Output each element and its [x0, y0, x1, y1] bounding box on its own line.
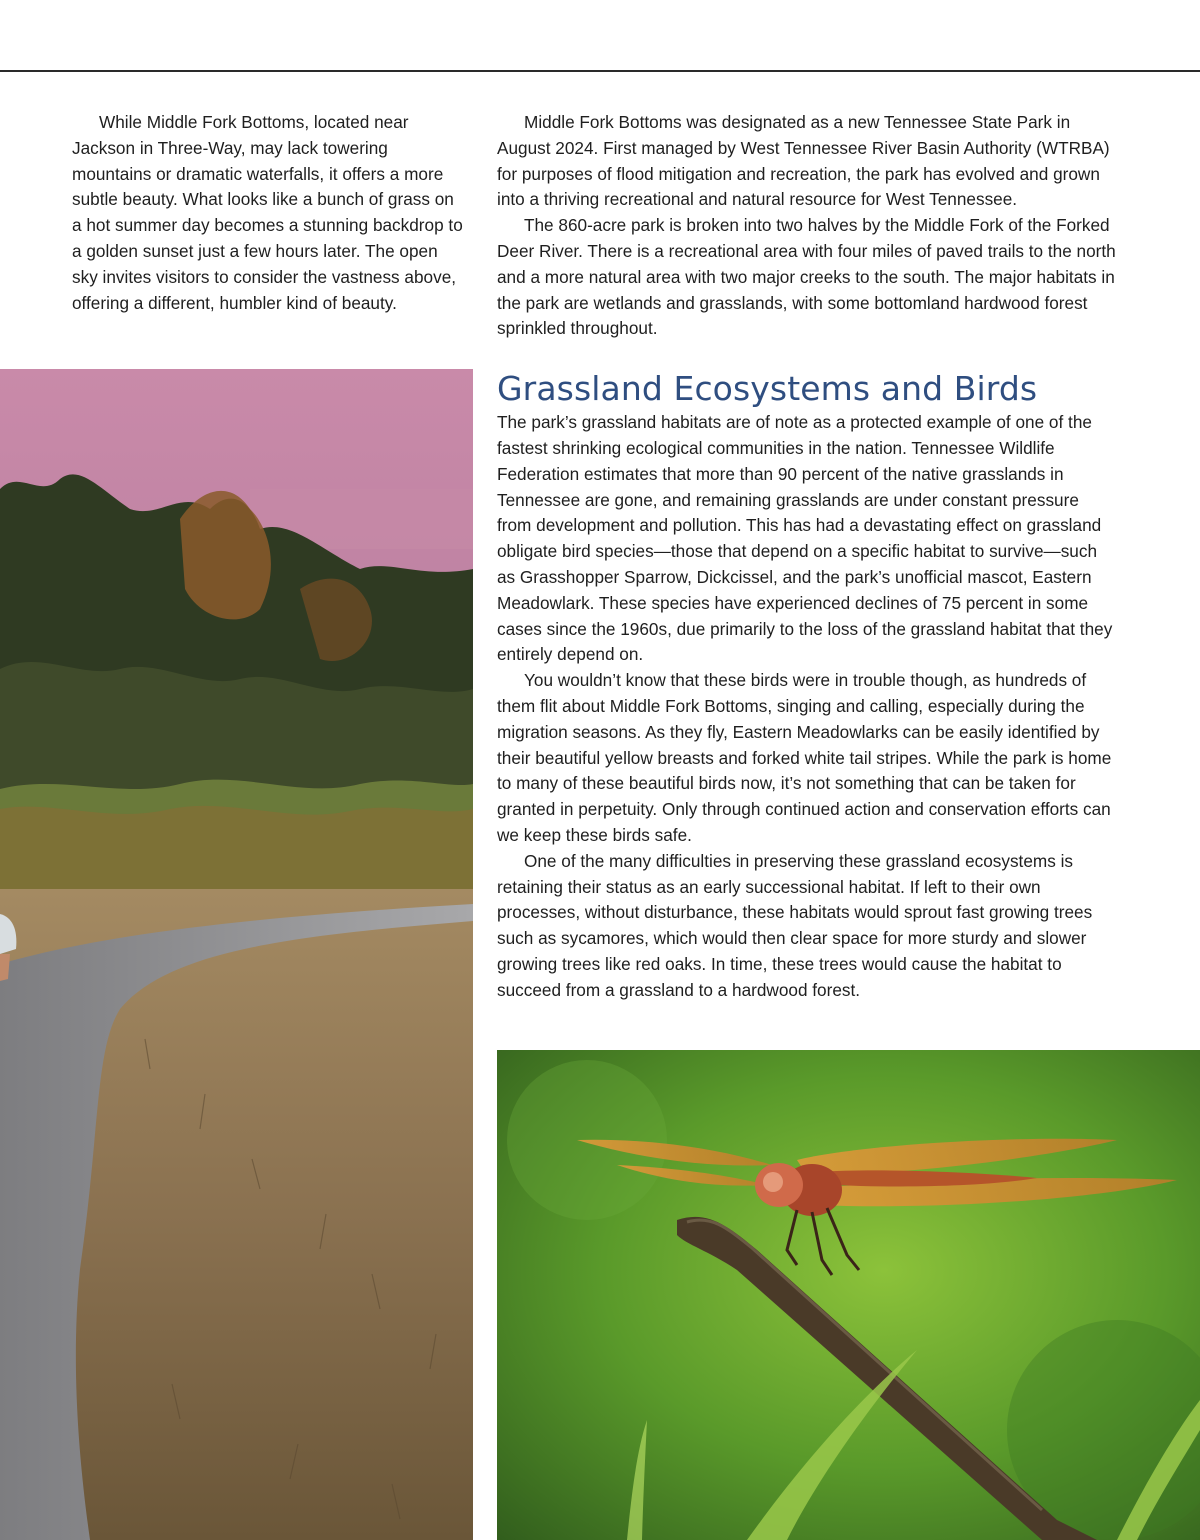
section-heading: Grassland Ecosystems and Birds	[497, 369, 1038, 409]
intro-paragraph-2: The 860-acre park is broken into two halves by the Middle Fork of the Forked Deer River. There is a recreational area with four miles of paved trails to the north and a more natural area with two major creeks to the south. The major habitats in the park are wetlands and grasslands, with some bottomland hardwood forest sprinkled throughout.	[497, 215, 1116, 339]
section-paragraph-3: One of the many difficulties in preserving these grassland ecosystems is retaining their status as an early successional habitat. If left to their own processes, without disturbance, these habitats would sprout fast growing trees such as sycamores, which would then clear space for more sturdy and slower growing trees like red oaks. In time, these trees would cause the habitat to succeed from a grassland to a hardwood forest.	[497, 850, 1093, 1000]
top-divider-rule	[0, 70, 1200, 72]
left-paragraph-1: While Middle Fork Bottoms, located near Jackson in Three-Way, may lack towering mountains or dramatic waterfalls, it offers a more subtle beauty. What looks like a bunch of grass on a hot summer day becomes a stunning backdrop to a golden sunset just a few hours later. The open sky invites visitors to consider the vastness above, offering a different, humbler kind of beauty.	[72, 112, 463, 313]
sunset-trail-photo	[0, 369, 473, 1540]
dragonfly-photo	[497, 1050, 1200, 1540]
left-text-column	[72, 110, 468, 316]
section-paragraph-2: You wouldn’t know that these birds were in trouble though, as hundreds of them flit about Middle Fork Bottoms, singing and calling, especially during the migration seasons. As they fly, Eastern Meadowlarks can be easily identified by their beautiful yellow breasts and forked white tail stripes. While the park is home to many of these beautiful birds now, it’s not something that can be taken for granted in perpetuity. Only through continued action and conservation efforts can we keep these birds safe.	[497, 670, 1112, 845]
intro-paragraph-1: Middle Fork Bottoms was designated as a new Tennessee State Park in August 2024. First managed by West Tennessee River Basin Authority (WTRBA) for purposes of flood mitigation and recreation, the park has evolved and grown into a thriving recreational and natural resource for West Tennessee.	[497, 112, 1110, 210]
right-text-column	[497, 110, 1117, 1004]
section-paragraph-1: The park’s grassland habitats are of note as a protected example of one of the fastest shrinking ecological communities in the nation. Tennessee Wildlife Federation estimates that more than 90 percent of the native grasslands in Tennessee are gone, and remaining grasslands are under constant pressure from development and pollution. This has had a devastating effect on grassland obligate bird species—those that depend on a specific habitat to survive—such as Grasshopper Sparrow, Dickcissel, and the park’s unofficial mascot, Eastern Meadowlark. These species have experienced declines of 75 percent in some cases since the 1960s, due primarily to the loss of the grassland habitat that they entirely depend on.	[497, 412, 1113, 665]
